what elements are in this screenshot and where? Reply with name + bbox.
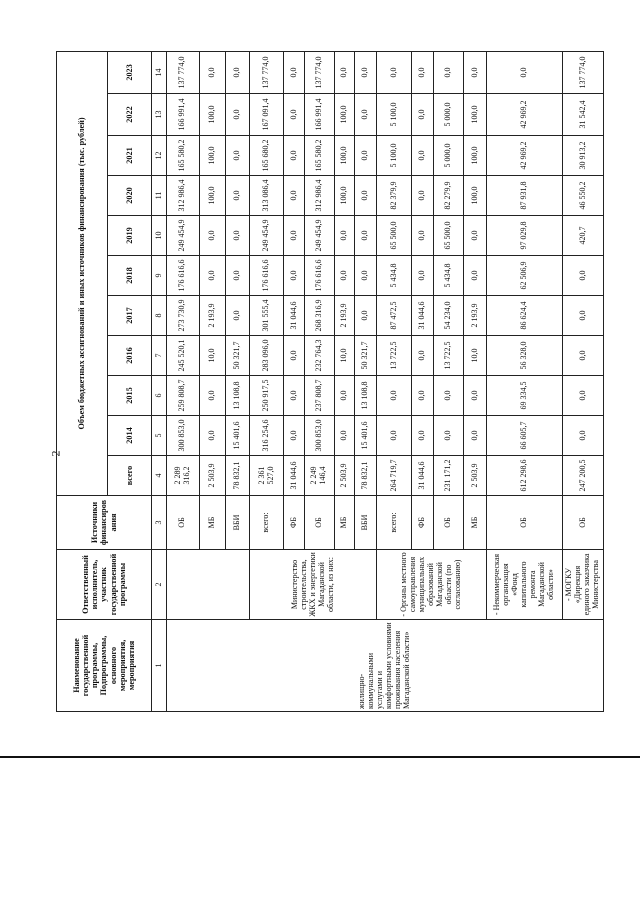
header-total: всего <box>107 456 151 496</box>
value-cell: 167 091,4 <box>250 94 284 136</box>
header-year: 2019 <box>107 216 151 256</box>
column-number-row <box>152 51 167 711</box>
value-cell: 176 616,6 <box>304 256 334 296</box>
column-number: 9 <box>152 256 167 296</box>
value-cell: 166 991,4 <box>167 94 199 136</box>
value-cell: 13 722,5 <box>377 336 411 376</box>
value-cell: 0,0 <box>355 94 377 136</box>
value-cell: 231 171,2 <box>434 456 464 496</box>
value-cell: 0,0 <box>355 216 377 256</box>
header-year: 2014 <box>107 416 151 456</box>
value-cell: 100,0 <box>464 136 486 176</box>
table-row <box>563 51 604 711</box>
value-cell: 15 401,6 <box>355 416 377 456</box>
value-cell: 232 764,3 <box>304 336 334 376</box>
value-cell: 62 506,9 <box>486 256 563 296</box>
value-cell: 2 503,9 <box>335 456 355 496</box>
value-cell: 0,0 <box>411 376 433 416</box>
header-name: Наименование государственной программы, Подпрограммы, основного мероприятия, мероприятия <box>57 620 152 712</box>
value-cell: 54 234,0 <box>434 296 464 336</box>
value-cell: 0,0 <box>411 136 433 176</box>
column-number: 7 <box>152 336 167 376</box>
value-cell: 300 853,0 <box>304 416 334 456</box>
column-number: 1 <box>152 620 167 712</box>
value-cell: 312 986,4 <box>167 176 199 216</box>
source-cell: ВБИ <box>355 496 377 550</box>
value-cell: 0,0 <box>284 336 304 376</box>
value-cell: 313 086,4 <box>250 176 284 216</box>
value-cell: 264 719,7 <box>377 456 411 496</box>
value-cell: 2 289 316,2 <box>167 456 199 496</box>
value-cell: 13 108,8 <box>355 376 377 416</box>
value-cell: 268 316,9 <box>304 296 334 336</box>
value-cell: 0,0 <box>355 176 377 216</box>
value-cell: 0,0 <box>225 136 249 176</box>
value-cell: 0,0 <box>434 416 464 456</box>
column-number: 13 <box>152 94 167 136</box>
value-cell: 300 853,0 <box>167 416 199 456</box>
value-cell: 0,0 <box>335 216 355 256</box>
value-cell: 0,0 <box>199 416 225 456</box>
value-cell: 0,0 <box>284 376 304 416</box>
value-cell: 31 044,6 <box>411 296 433 336</box>
value-cell: 137 774,0 <box>563 51 604 93</box>
header-year: 2015 <box>107 376 151 416</box>
value-cell: 31 542,4 <box>563 94 604 136</box>
value-cell: 0,0 <box>377 376 411 416</box>
executor-cell: - Некоммерческая организация «Фонд капитального ремонта Магаданской области» <box>486 550 563 620</box>
executor-cell <box>167 550 250 620</box>
program-name-cell: жилищно-коммунальными услугами и комфортными условиями проживания населения Магаданской области» <box>167 620 604 712</box>
value-cell: 247 200,5 <box>563 456 604 496</box>
value-cell: 0,0 <box>411 176 433 216</box>
value-cell: 65 500,0 <box>434 216 464 256</box>
value-cell: 0,0 <box>225 216 249 256</box>
source-cell: ОБ <box>563 496 604 550</box>
value-cell: 0,0 <box>464 256 486 296</box>
value-cell: 259 808,7 <box>167 376 199 416</box>
column-number: 2 <box>152 550 167 620</box>
value-cell: 100,0 <box>464 176 486 216</box>
table-row <box>377 51 411 711</box>
value-cell: 2 361 527,0 <box>250 456 284 496</box>
value-cell: 249 454,9 <box>167 216 199 256</box>
value-cell: 137 774,0 <box>304 51 334 93</box>
value-cell: 0,0 <box>464 376 486 416</box>
value-cell: 50 321,7 <box>355 336 377 376</box>
header-year: 2017 <box>107 296 151 336</box>
value-cell: 2 193,9 <box>464 296 486 336</box>
value-cell: 13 722,5 <box>434 336 464 376</box>
value-cell: 100,0 <box>335 136 355 176</box>
value-cell: 0,0 <box>563 296 604 336</box>
value-cell: 283 096,0 <box>250 336 284 376</box>
value-cell: 0,0 <box>411 216 433 256</box>
source-cell: ФБ <box>284 496 304 550</box>
value-cell: 0,0 <box>284 176 304 216</box>
value-cell: 0,0 <box>377 416 411 456</box>
value-cell: 78 832,1 <box>355 456 377 496</box>
value-cell: 0,0 <box>284 136 304 176</box>
value-cell: 0,0 <box>284 416 304 456</box>
value-cell: 250 917,5 <box>250 376 284 416</box>
value-cell: 100,0 <box>335 176 355 216</box>
value-cell: 100,0 <box>199 94 225 136</box>
value-cell: 249 454,9 <box>304 216 334 256</box>
value-cell: 165 680,2 <box>250 136 284 176</box>
value-cell: 0,0 <box>563 336 604 376</box>
value-cell: 612 298,6 <box>486 456 563 496</box>
rotated-table-container <box>56 52 604 712</box>
value-cell: 245 520,1 <box>167 336 199 376</box>
value-cell: 66 605,7 <box>486 416 563 456</box>
value-cell: 0,0 <box>411 416 433 456</box>
value-cell: 2 503,9 <box>199 456 225 496</box>
value-cell: 166 991,4 <box>304 94 334 136</box>
value-cell: 100,0 <box>199 176 225 216</box>
source-cell: ОБ <box>304 496 334 550</box>
value-cell: 0,0 <box>411 51 433 93</box>
value-cell: 13 108,8 <box>225 376 249 416</box>
source-cell: всего: <box>250 496 284 550</box>
value-cell: 420,7 <box>563 216 604 256</box>
value-cell: 5 100,0 <box>377 94 411 136</box>
column-number: 4 <box>152 456 167 496</box>
page-number: 2 <box>48 450 63 457</box>
value-cell: 0,0 <box>411 336 433 376</box>
page-divider-line <box>0 756 640 758</box>
value-cell: 165 580,2 <box>304 136 334 176</box>
value-cell: 312 986,4 <box>304 176 334 216</box>
value-cell: 0,0 <box>355 51 377 93</box>
value-cell: 176 616,6 <box>250 256 284 296</box>
value-cell: 0,0 <box>434 51 464 93</box>
value-cell: 10,0 <box>464 336 486 376</box>
value-cell: 316 254,6 <box>250 416 284 456</box>
value-cell: 31 044,6 <box>411 456 433 496</box>
value-cell: 273 730,9 <box>167 296 199 336</box>
value-cell: 87 472,5 <box>377 296 411 336</box>
value-cell: 5 000,0 <box>434 94 464 136</box>
value-cell: 0,0 <box>225 256 249 296</box>
value-cell: 0,0 <box>411 94 433 136</box>
value-cell: 237 808,7 <box>304 376 334 416</box>
value-cell: 5 434,8 <box>434 256 464 296</box>
value-cell: 97 029,8 <box>486 216 563 256</box>
value-cell: 5 000,0 <box>434 136 464 176</box>
value-cell: 0,0 <box>411 256 433 296</box>
value-cell: 0,0 <box>225 176 249 216</box>
source-cell: МБ <box>464 496 486 550</box>
value-cell: 69 334,5 <box>486 376 563 416</box>
source-cell: ОБ <box>434 496 464 550</box>
table-row <box>250 51 284 711</box>
value-cell: 100,0 <box>199 136 225 176</box>
value-cell: 5 100,0 <box>377 136 411 176</box>
value-cell: 82 379,9 <box>377 176 411 216</box>
column-number: 3 <box>152 496 167 550</box>
value-cell: 0,0 <box>199 216 225 256</box>
value-cell: 0,0 <box>335 416 355 456</box>
column-number: 12 <box>152 136 167 176</box>
value-cell: 176 616,6 <box>167 256 199 296</box>
value-cell: 0,0 <box>225 94 249 136</box>
column-number: 10 <box>152 216 167 256</box>
value-cell: 100,0 <box>335 94 355 136</box>
value-cell: 0,0 <box>464 416 486 456</box>
value-cell: 0,0 <box>335 51 355 93</box>
value-cell: 165 580,2 <box>167 136 199 176</box>
value-cell: 87 931,8 <box>486 176 563 216</box>
value-cell: 137 774,0 <box>250 51 284 93</box>
value-cell: 2 503,9 <box>464 456 486 496</box>
header-volume: Объем бюджетных ассигнований и иных источников финансирования (тыс. рублей) <box>57 51 108 495</box>
value-cell: 5 434,8 <box>377 256 411 296</box>
column-number: 11 <box>152 176 167 216</box>
value-cell: 0,0 <box>434 376 464 416</box>
value-cell: 0,0 <box>464 216 486 256</box>
header-source: Источники финансирования <box>57 496 152 550</box>
value-cell: 0,0 <box>355 136 377 176</box>
source-cell: МБ <box>199 496 225 550</box>
table-row <box>167 51 199 711</box>
value-cell: 42 969,2 <box>486 94 563 136</box>
value-cell: 0,0 <box>486 51 563 93</box>
header-year: 2021 <box>107 136 151 176</box>
table-row <box>486 51 563 711</box>
value-cell: 100,0 <box>464 94 486 136</box>
executor-cell: Министерство строительства, ЖКХ и энергетики Магаданской области, из них: <box>250 550 377 620</box>
value-cell: 0,0 <box>199 376 225 416</box>
value-cell: 42 969,2 <box>486 136 563 176</box>
source-cell: ВБИ <box>225 496 249 550</box>
value-cell: 82 279,9 <box>434 176 464 216</box>
value-cell: 0,0 <box>464 51 486 93</box>
executor-cell: - МОГКУ «Дирекция единого заказчика Министерства <box>563 550 604 620</box>
header-executor: Ответственный исполнитель, участник государственной программы <box>57 550 152 620</box>
source-cell: МБ <box>335 496 355 550</box>
value-cell: 0,0 <box>225 51 249 93</box>
value-cell: 30 913,2 <box>563 136 604 176</box>
value-cell: 2 193,9 <box>199 296 225 336</box>
value-cell: 31 044,6 <box>284 456 304 496</box>
source-cell: ФБ <box>411 496 433 550</box>
column-number: 6 <box>152 376 167 416</box>
executor-cell: - Органы местного самоуправления муниципальных образований Магаданской области (по согласованию) <box>377 550 486 620</box>
value-cell: 56 328,0 <box>486 336 563 376</box>
value-cell: 0,0 <box>284 94 304 136</box>
source-cell: всего: <box>377 496 411 550</box>
value-cell: 0,0 <box>284 51 304 93</box>
value-cell: 0,0 <box>377 51 411 93</box>
value-cell: 0,0 <box>335 256 355 296</box>
value-cell: 0,0 <box>199 256 225 296</box>
header-year: 2018 <box>107 256 151 296</box>
column-number: 8 <box>152 296 167 336</box>
header-year: 2016 <box>107 336 151 376</box>
value-cell: 0,0 <box>563 416 604 456</box>
header-year: 2023 <box>107 51 151 93</box>
value-cell: 2 249 146,4 <box>304 456 334 496</box>
column-number: 5 <box>152 416 167 456</box>
financing-table <box>56 51 604 712</box>
value-cell: 2 193,9 <box>335 296 355 336</box>
value-cell: 78 832,1 <box>225 456 249 496</box>
value-cell: 46 550,2 <box>563 176 604 216</box>
value-cell: 0,0 <box>563 256 604 296</box>
value-cell: 0,0 <box>225 296 249 336</box>
value-cell: 137 774,0 <box>167 51 199 93</box>
value-cell: 86 624,4 <box>486 296 563 336</box>
value-cell: 31 044,6 <box>284 296 304 336</box>
value-cell: 0,0 <box>284 256 304 296</box>
source-cell: ОБ <box>486 496 563 550</box>
value-cell: 0,0 <box>335 376 355 416</box>
source-cell: ОБ <box>167 496 199 550</box>
header-year: 2020 <box>107 176 151 216</box>
value-cell: 10,0 <box>199 336 225 376</box>
column-number: 14 <box>152 51 167 93</box>
value-cell: 0,0 <box>355 296 377 336</box>
value-cell: 0,0 <box>199 51 225 93</box>
value-cell: 0,0 <box>563 376 604 416</box>
value-cell: 15 401,6 <box>225 416 249 456</box>
value-cell: 50 321,7 <box>225 336 249 376</box>
header-year: 2022 <box>107 94 151 136</box>
value-cell: 65 500,0 <box>377 216 411 256</box>
value-cell: 301 555,4 <box>250 296 284 336</box>
value-cell: 0,0 <box>355 256 377 296</box>
value-cell: 0,0 <box>284 216 304 256</box>
value-cell: 10,0 <box>335 336 355 376</box>
value-cell: 249 454,9 <box>250 216 284 256</box>
